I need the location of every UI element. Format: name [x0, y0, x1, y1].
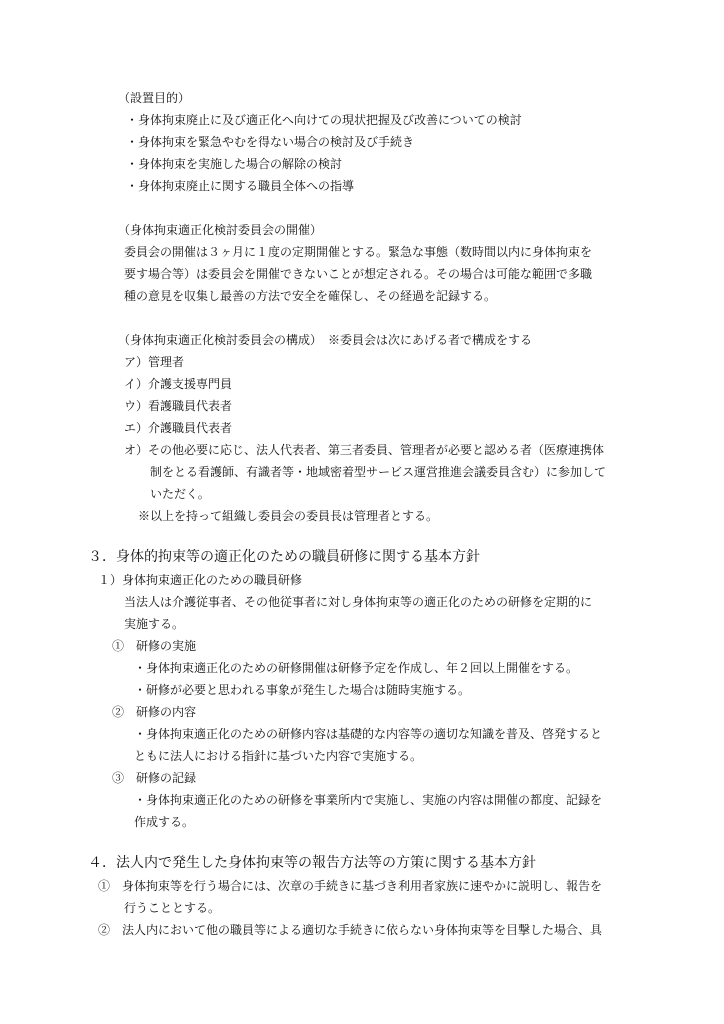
section4-item: ① 身体拘束等を行う場合には、次章の手続きに基づき利用者家族に速やかに説明し、報告を — [98, 879, 603, 893]
meeting-heading: （身体拘束適正化検討委員会の開催） — [118, 223, 323, 237]
section3-intro: 実施する。 — [124, 617, 185, 631]
training-implementation-heading: ① 研修の実施 — [112, 639, 197, 653]
training-implementation-line: ・研修が必要と思われる事象が発生した場合は随時実施する。 — [134, 683, 471, 697]
training-content-line: ともに法人における指針に基づいた内容で実施する。 — [134, 749, 423, 763]
composition-item: エ）介護職員代表者 — [124, 421, 233, 435]
training-record-line: 作成する。 — [134, 815, 195, 829]
purpose-item: ・身体拘束廃止に及び適正化へ向けての現状把握及び改善についての検討 — [126, 113, 522, 127]
training-implementation-line: ・身体拘束適正化のための研修開催は研修予定を作成し、年２回以上開催をする。 — [134, 661, 579, 675]
purpose-item: ・身体拘束廃止に関する職員全体への指導 — [126, 179, 355, 193]
meeting-text: 委員会の開催は３ヶ月に１度の定期開催とする。緊急な事態（数時間以内に身体拘束を — [124, 245, 593, 259]
composition-item: ウ）看護職員代表者 — [124, 399, 233, 413]
composition-item: オ）その他必要に応じ、法人代表者、第三者委員、管理者が必要と認める者（医療連携体 — [124, 443, 605, 457]
composition-note: ※以上を持って組織し委員会の委員長は管理者とする。 — [138, 509, 439, 523]
section3-heading: ３．身体的拘束等の適正化のための職員研修に関する基本方針 — [88, 549, 480, 565]
section4-item: ② 法人内において他の職員等による適切な手続きに依らない身体拘束等を目撃した場合、具 — [98, 923, 603, 937]
composition-item: ア）管理者 — [124, 355, 185, 369]
meeting-text: 要す場合等）は委員会を開催できないことが想定される。その場合は可能な範囲で多職 — [124, 267, 593, 281]
purpose-item: ・身体拘束を緊急やむを得ない場合の検討及び手続き — [126, 135, 415, 149]
training-content-line: ・身体拘束適正化のための研修内容は基礎的な内容等の適切な知識を普及、啓発すると — [134, 727, 603, 741]
meeting-text: 種の意見を収集し最善の方法で安全を確保し、その経過を記録する。 — [124, 289, 497, 303]
composition-item-cont: いただく。 — [150, 487, 210, 501]
composition-heading: （身体拘束適正化検討委員会の構成） ※委員会は次にあげる者で構成をする — [118, 333, 533, 347]
purpose-heading: （設置目的） — [118, 91, 191, 105]
purpose-item: ・身体拘束を実施した場合の解除の検討 — [126, 157, 343, 171]
composition-item-cont: 制をとる看護師、有識者等・地域密着型サービス運営推進会議委員含む）に参加して — [150, 465, 607, 479]
composition-item: イ）介護支援専門員 — [124, 377, 233, 391]
training-record-line: ・身体拘束適正化のための研修を事業所内で実施し、実施の内容は開催の都度、記録を — [134, 793, 603, 807]
section4-item-cont: 行うこととする。 — [124, 901, 221, 915]
section3-intro: 当法人は介護従事者、その他従事者に対し身体拘束等の適正化のための研修を定期的に — [124, 595, 593, 609]
section4-heading: ４．法人内で発生した身体拘束等の報告方法等の方策に関する基本方針 — [88, 855, 536, 871]
training-record-heading: ③ 研修の記録 — [112, 771, 197, 785]
section3-subheading: １）身体拘束適正化のための職員研修 — [98, 573, 303, 587]
training-content-heading: ② 研修の内容 — [112, 705, 197, 719]
